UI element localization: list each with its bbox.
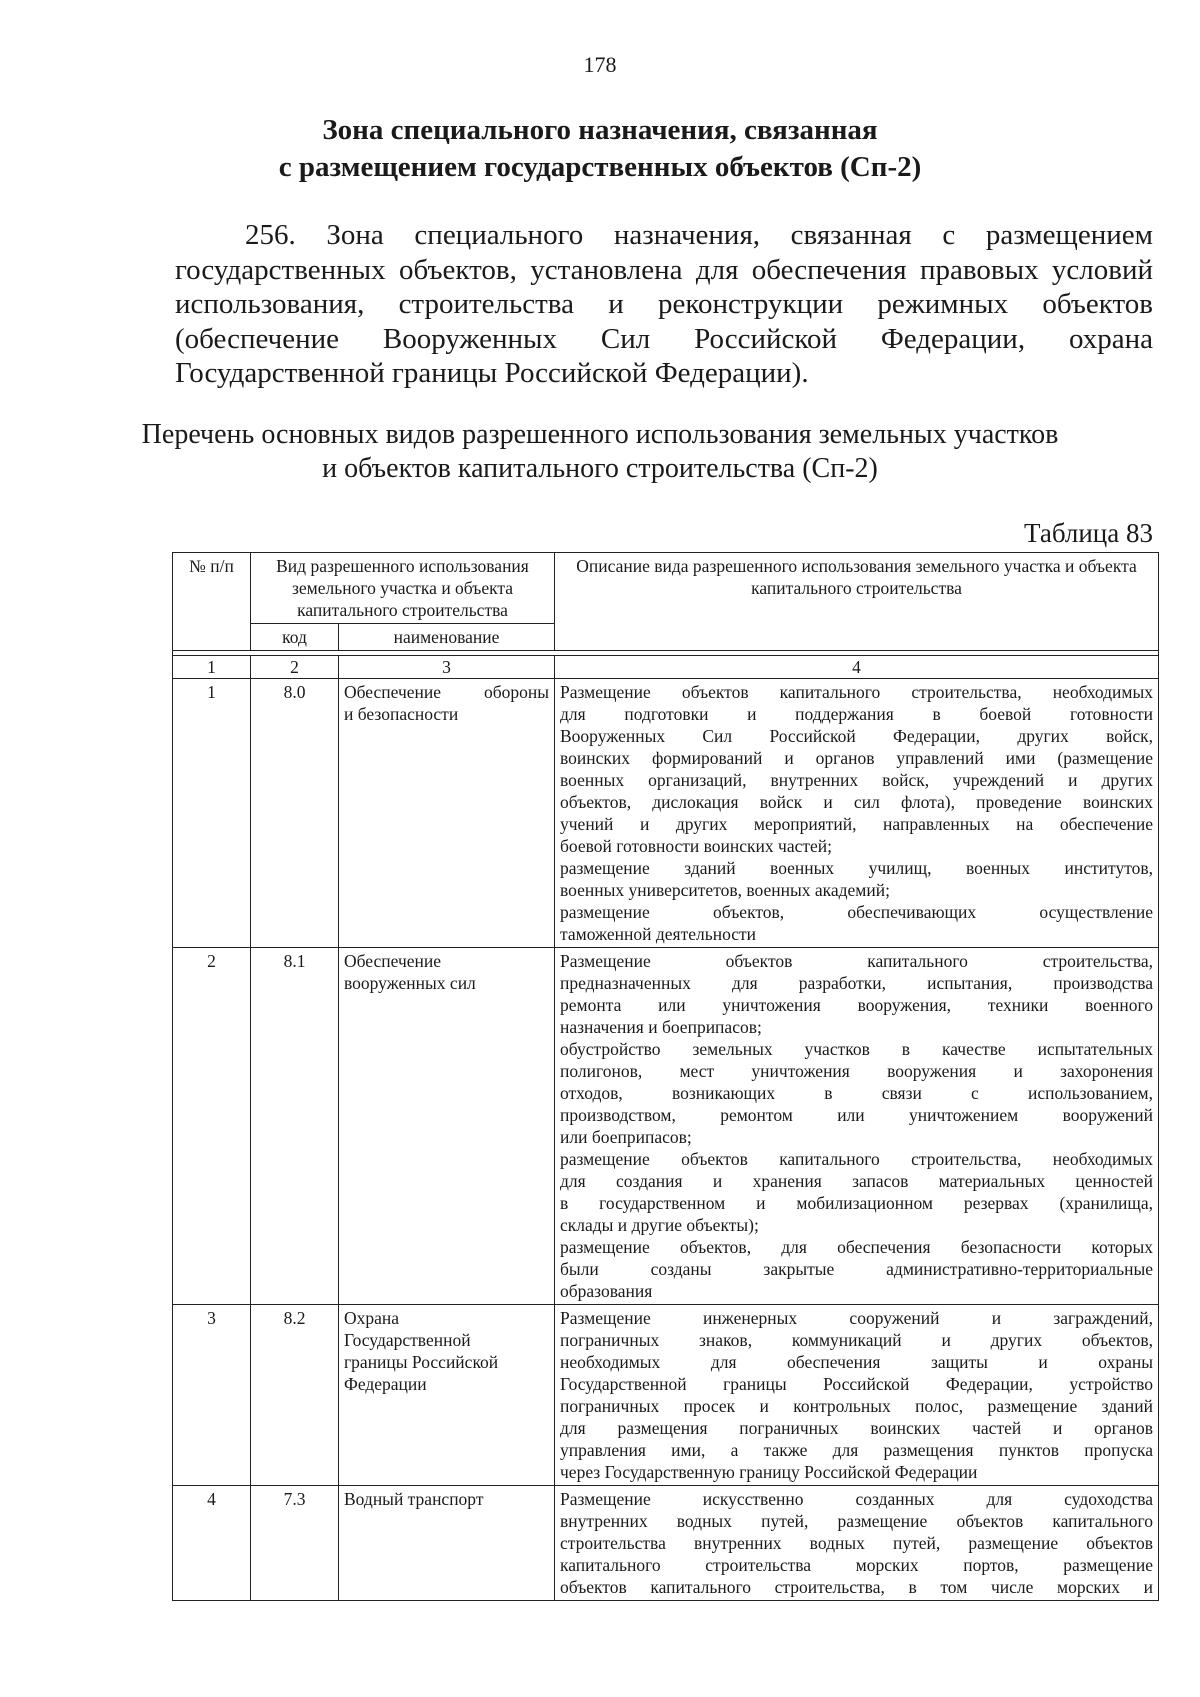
list-title — [0, 418, 1200, 486]
description-line: через Государственную границу Российской Федерации — [560, 1462, 978, 1482]
column-number-row — [173, 656, 1159, 679]
description-line: Вооруженных Сил Российской Федерации, других войск, — [560, 726, 1153, 746]
description-line: военных организаций, внутренних войск, учреждений и других — [560, 770, 1153, 790]
row-name — [339, 679, 555, 948]
paragraph-line: (обеспечение Вооруженных Сил Российской Федерации, охрана — [175, 322, 1153, 355]
paragraph-line: 256. Зона специального назначения, связанная с размещением — [245, 219, 1153, 251]
table-row — [173, 1305, 1159, 1486]
row-description — [555, 679, 1159, 948]
paragraph-line: Государственной границы Российской Федерации). — [175, 357, 809, 389]
description-line: размещение объектов, обеспечивающих осуществление — [560, 902, 1153, 922]
table-row — [173, 679, 1159, 948]
name-line: и безопасности — [344, 704, 459, 724]
row-code: 8.1 — [251, 948, 339, 1305]
name-line: Обеспечение обороны — [344, 682, 549, 702]
header-description: Описание вида разрешенного использования земельного участка и объекта капитального строительства — [555, 553, 1159, 651]
list-title-line: и объектов капитального строительства (Сп-2) — [322, 453, 878, 484]
description-line: образования — [560, 1281, 653, 1301]
zone-title-line: Зона специального назначения, связанная — [322, 114, 878, 146]
description-line: для подготовки и поддержания в боевой готовности — [560, 704, 1153, 724]
table-header-row — [173, 553, 1159, 624]
name-line: вооруженных сил — [344, 973, 476, 993]
column-number: 4 — [555, 656, 1159, 679]
description-line: размещение зданий военных училищ, военных институтов, — [560, 858, 1153, 878]
description-line: объектов, дислокация войск и сил флота), проведение воинских — [560, 792, 1153, 812]
description-line: обустройство земельных участков в качестве испытательных — [560, 1039, 1153, 1059]
description-line: в государственном и мобилизационном резервах (хранилища, — [560, 1193, 1153, 1213]
paragraph-line: государственных объектов, установлена для обеспечения правовых условий — [175, 253, 1153, 286]
table-row — [173, 948, 1159, 1305]
row-name — [339, 948, 555, 1305]
row-name — [339, 1305, 555, 1486]
description-line: пограничных просек и контрольных полос, размещение зданий — [560, 1396, 1153, 1416]
description-line: или боеприпасов; — [560, 1127, 692, 1147]
header-num: № п/п — [173, 553, 251, 651]
zone-title-line: с размещением государственных объектов (Сп-2) — [278, 151, 922, 183]
table-caption: Таблица 83 — [1024, 518, 1153, 548]
name-line: Федерации — [344, 1374, 427, 1394]
row-code: 8.2 — [251, 1305, 339, 1486]
description-line: учений и других мероприятий, направленных на обеспечение — [560, 814, 1153, 834]
paragraph-line: использования, строительства и реконструкции режимных объектов — [175, 288, 1153, 320]
row-description — [555, 1486, 1159, 1601]
land-use-table — [172, 552, 1159, 1601]
description-line: для размещения пограничных воинских частей и органов — [560, 1418, 1153, 1438]
description-line: размещение объектов, для обеспечения безопасности которых — [560, 1237, 1153, 1257]
description-line: Государственной границы Российской Федерации, устройство — [560, 1374, 1153, 1394]
row-code: 8.0 — [251, 679, 339, 948]
header-code: код — [251, 624, 339, 651]
description-line: воинских формирований и органов управлений ими (размещение — [560, 748, 1153, 768]
description-line: Размещение инженерных сооружений и заграждений, — [560, 1308, 1153, 1328]
description-line: объектов капитального строительства, в том числе морских и — [560, 1577, 1153, 1597]
description-line: управления ими, а также для размещения пунктов пропуска — [560, 1440, 1153, 1460]
name-line: Обеспечение — [344, 951, 442, 971]
description-line: военных университетов, военных академий; — [560, 880, 890, 900]
row-description — [555, 948, 1159, 1305]
table-row — [173, 1486, 1159, 1601]
description-line: Размещение объектов капитального строительства, — [560, 951, 1153, 971]
row-num: 2 — [173, 948, 251, 1305]
header-kind: Вид разрешенного использования земельного участка и объекта капитального строительства — [251, 553, 555, 624]
description-line: размещение объектов капитального строительства, необходимых — [560, 1149, 1153, 1169]
list-title-line: Перечень основных видов разрешенного использования земельных участков — [141, 419, 1059, 450]
zone-title — [0, 112, 1200, 186]
name-line: Охрана — [344, 1308, 400, 1328]
description-line: капитального строительства морских портов, размещение — [560, 1555, 1153, 1575]
description-line: склады и другие объекты); — [560, 1215, 759, 1235]
description-line: ремонта или уничтожения вооружения, техники военного — [560, 995, 1153, 1015]
row-num: 3 — [173, 1305, 251, 1486]
description-line: строительства внутренних водных путей, размещение объектов — [560, 1533, 1153, 1553]
row-num: 4 — [173, 1486, 251, 1601]
description-line: для создания и хранения запасов материальных ценностей — [560, 1171, 1153, 1191]
column-number: 2 — [251, 656, 339, 679]
article-paragraph — [175, 218, 1153, 391]
row-num: 1 — [173, 679, 251, 948]
column-number: 1 — [173, 656, 251, 679]
name-line: границы Российской — [344, 1352, 499, 1372]
description-line: были созданы закрытые административно-территориальные — [560, 1259, 1153, 1279]
description-line: необходимых для обеспечения защиты и охраны — [560, 1352, 1153, 1372]
description-line: Размещение искусственно созданных для судоходства — [560, 1489, 1153, 1509]
page-number: 178 — [583, 52, 617, 77]
description-line: боевой готовности воинских частей; — [560, 836, 833, 856]
description-line: Размещение объектов капитального строительства, необходимых — [560, 682, 1153, 702]
description-line: отходов, возникающих в связи с использованием, — [560, 1083, 1153, 1103]
row-name — [339, 1486, 555, 1601]
name-line: Водный транспорт — [344, 1489, 484, 1509]
description-line: предназначенных для разработки, испытания, производства — [560, 973, 1153, 993]
row-code: 7.3 — [251, 1486, 339, 1601]
row-description — [555, 1305, 1159, 1486]
description-line: таможенной деятельности — [560, 924, 757, 944]
description-line: производством, ремонтом или уничтожением вооружений — [560, 1105, 1153, 1125]
description-line: пограничных знаков, коммуникаций и других объектов, — [560, 1330, 1153, 1350]
name-line: Государственной — [344, 1330, 471, 1350]
description-line: назначения и боеприпасов; — [560, 1017, 762, 1037]
header-name: наименование — [339, 624, 555, 651]
description-line: полигонов, мест уничтожения вооружения и захоронения — [560, 1061, 1153, 1081]
description-line: внутренних водных путей, размещение объектов капитального — [560, 1511, 1153, 1531]
column-number: 3 — [339, 656, 555, 679]
